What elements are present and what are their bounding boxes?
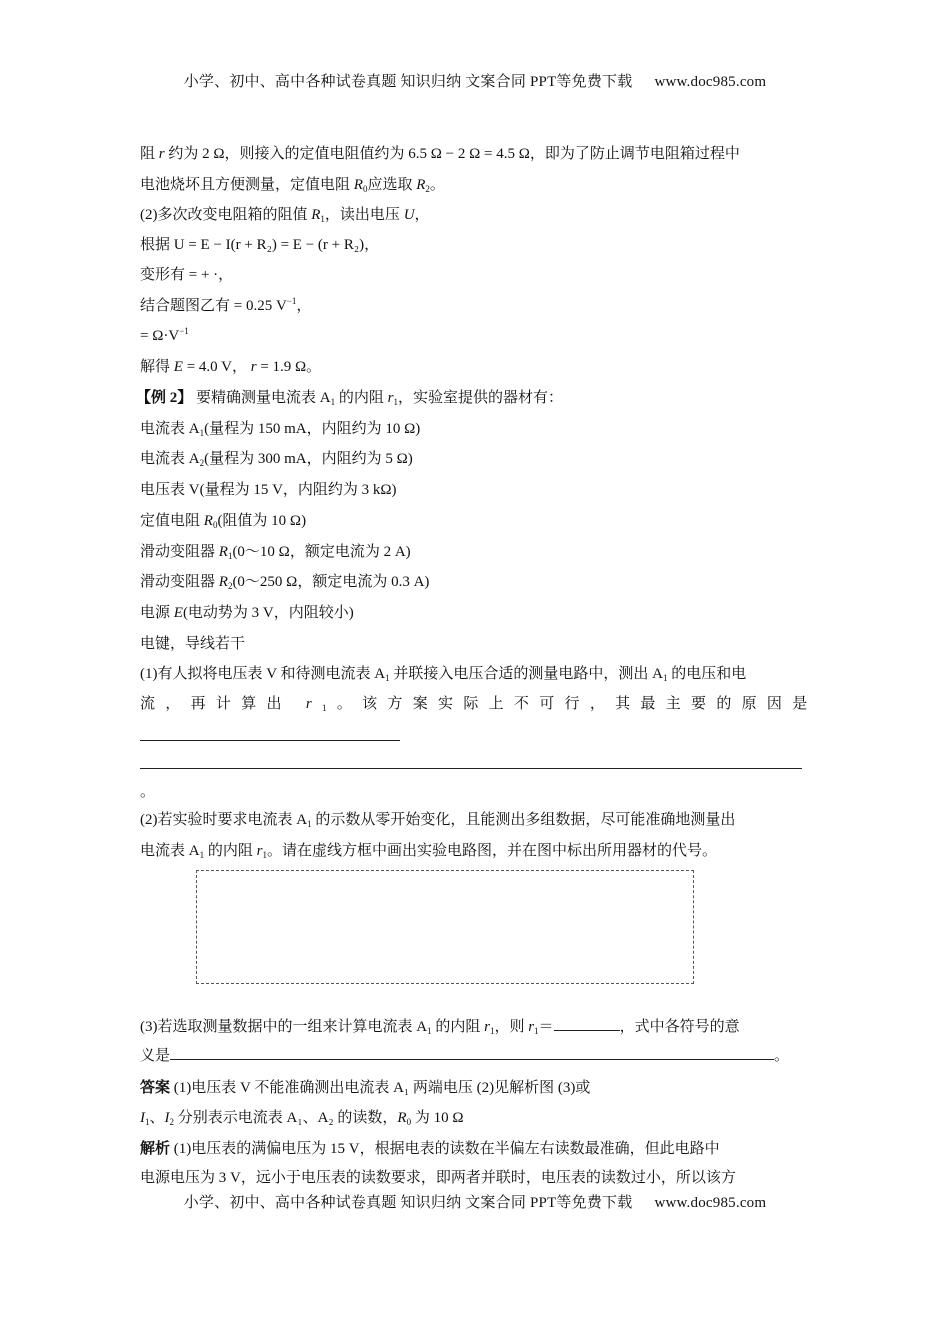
solution-line-1: 阻 r 约为 2 Ω，则接入的定值电阻值约为 6.5 Ω − 2 Ω = 4.5 Ω，即为了防止调节电阻箱过程中 bbox=[140, 146, 740, 162]
answer-line-2: $I_1$、$I_2$ 分别表示电流表 A₁、A₂ 的读数，$R_0$ 为 10 Ω bbox=[140, 1110, 464, 1127]
question-1-line-1: (1)有人拟将电压表 V 和待测电流表 $A_1$ 并联接入电压合适的测量电路中，测出 $A_1$ 的电压和电 bbox=[140, 666, 747, 683]
solution-line-2: 电池烧坏且方便测量，定值电阻 $R_0$应选取 $R_2$。 bbox=[140, 177, 445, 194]
equipment-item: 电键，导线若干 bbox=[140, 636, 246, 652]
solution-line-8: 解得 E = 4.0 V， r = 1.9 Ω。 bbox=[140, 359, 322, 375]
solution-line-4: 根据 U = E − I(r + R₂) = E − (r + R₂)， bbox=[140, 237, 380, 253]
page-footer bbox=[0, 1191, 950, 1212]
answer-label: 答案 bbox=[140, 1080, 171, 1096]
equipment-item: 滑动变阻器 $R_2(0\sim 250$ Ω，额定电流为 0.3 A) bbox=[140, 574, 430, 591]
header-text: 小学、初中、高中各种试卷真题 知识归纳 文案合同 PPT等免费下载 bbox=[183, 74, 633, 90]
analysis-label: 解析 bbox=[140, 1141, 171, 1157]
answer-blank-q1-long[interactable] bbox=[140, 768, 802, 769]
question-2-line-1: (2)若实验时要求电流表 $A_1$ 的示数从零开始变化，且能测出多组数据，尽可能准确地测量出 bbox=[140, 812, 736, 829]
answer-blank-r1[interactable] bbox=[554, 1018, 620, 1031]
solution-line-6: 结合题图乙有 = 0.25 $V^{-1}$， bbox=[140, 296, 312, 314]
equipment-item: 定值电阻 $R_0$(阻值为 10 Ω) bbox=[140, 513, 307, 530]
equipment-item: 电流表 $A_1$(量程为 150 mA，内阻约为 10 Ω) bbox=[140, 421, 421, 438]
question-3-line-2: 义是 。 bbox=[140, 1048, 790, 1064]
analysis-line-1: 解析 (1)电压表的满偏电压为 15 V，根据电表的读数在半偏左右读数最准确，但此电路中 bbox=[140, 1141, 720, 1157]
question-2-line-2: 电流表 $A_1$ 的内阻 $r_1$。请在虚线方框中画出实验电路图，并在图中标出所用器材的代号。 bbox=[140, 843, 717, 860]
equipment-item: 电源 E(电动势为 3 V，内阻较小) bbox=[140, 605, 354, 621]
equipment-item: 电流表 $A_2$(量程为 300 mA，内阻约为 5 Ω) bbox=[140, 451, 413, 468]
page-header bbox=[0, 70, 950, 91]
answer-blank-q1-short[interactable] bbox=[140, 740, 400, 741]
question-1-line-2: 流，再计算出 $r_1$。该方案实际上不可行，其最主要的原因是 bbox=[140, 696, 818, 713]
equipment-item: 滑动变阻器 $R_1(0\sim 10$ Ω，额定电流为 2 A) bbox=[140, 544, 411, 561]
solution-line-5: 变形有 = + ·， bbox=[140, 267, 234, 283]
circuit-drawing-area[interactable] bbox=[196, 870, 694, 984]
solution-line-7: = $\Omega\cdot V^{-1}$ bbox=[140, 326, 189, 344]
analysis-line-2: 电源电压为 3 V，远小于电压表的读数要求，即两者并联时，电压表的读数过小，所以该方 bbox=[140, 1170, 736, 1186]
equipment-item: 电压表 V(量程为 15 V，内阻约为 3 kΩ) bbox=[140, 482, 397, 498]
answer-blank-symbols[interactable] bbox=[170, 1047, 774, 1060]
solution-line-3: (2)多次改变电阻箱的阻值 $R_1$，读出电压 U， bbox=[140, 207, 430, 224]
example-intro: 【例 2】 要精确测量电流表 $A_1$ 的内阻 $r_1$，实验室提供的器材有： bbox=[136, 390, 563, 407]
question-3-line-1: (3)若选取测量数据中的一组来计算电流表 $A_1$ 的内阻 $r_1$，则 $r_1=$ ，式中各符号的意 bbox=[140, 1019, 740, 1036]
footer-url[interactable]: www.doc985.com bbox=[654, 1195, 767, 1211]
question-1-end: 。 bbox=[140, 784, 156, 800]
answer-line-1: 答案 (1)电压表 V 不能准确测出电流表 A₁ 两端电压 (2)见解析图 (3)或 bbox=[140, 1080, 591, 1096]
footer-text: 小学、初中、高中各种试卷真题 知识归纳 文案合同 PPT等免费下载 bbox=[183, 1195, 633, 1211]
header-url[interactable]: www.doc985.com bbox=[654, 74, 767, 90]
example-tag: 【例 2】 bbox=[136, 390, 193, 406]
